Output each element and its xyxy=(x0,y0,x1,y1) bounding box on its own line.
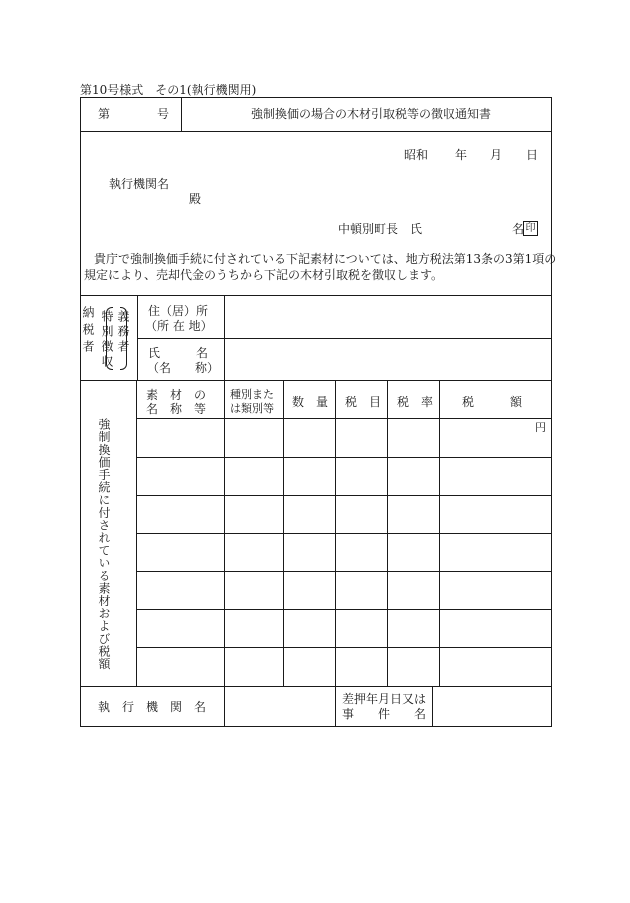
taxpayer-sub-label-col1: 特別徴収 xyxy=(100,310,114,370)
header-type-line2: は類別等 xyxy=(230,402,274,415)
date-month-label: 月 xyxy=(490,148,503,162)
footer-seizure-label-line2: 事 件 名 xyxy=(342,707,427,721)
table-cell-tax-rate[interactable] xyxy=(389,573,438,608)
table-cell-tax-item[interactable] xyxy=(337,649,386,685)
taxpayer-group-label: 納税者 xyxy=(81,306,95,357)
rule-row-3 xyxy=(136,533,552,534)
table-cell-material[interactable] xyxy=(138,420,222,456)
table-cell-material[interactable] xyxy=(138,573,222,608)
form-label: 第10号様式 その1(執行機関用) xyxy=(80,83,257,97)
table-cell-material[interactable] xyxy=(138,535,222,570)
header-material-line1: 素 材 の xyxy=(146,388,207,402)
table-cell-tax-item[interactable] xyxy=(337,459,386,494)
table-cell-tax-item[interactable] xyxy=(337,611,386,646)
table-cell-quantity[interactable] xyxy=(285,573,334,608)
bracket-right-icon xyxy=(120,307,127,370)
document-number-field[interactable] xyxy=(112,100,154,128)
date-year-label: 年 xyxy=(455,148,468,162)
rule-footer-seizure-left xyxy=(335,686,336,726)
table-cell-type[interactable] xyxy=(226,459,282,494)
notice-body-line1: 貴庁で強制換価手続に付されている下記素材については、地方税法第13条の3第1項の xyxy=(94,252,557,266)
rule-notice-bottom xyxy=(80,295,552,296)
seizure-date-field[interactable] xyxy=(435,689,549,724)
table-cell-tax-item[interactable] xyxy=(337,420,386,456)
table-cell-tax-rate[interactable] xyxy=(389,420,438,456)
table-cell-tax-amount[interactable] xyxy=(441,573,550,608)
table-cell-quantity[interactable] xyxy=(285,497,334,532)
header-tax-item: 税 目 xyxy=(345,395,382,409)
rule-table-header-bottom xyxy=(136,418,552,419)
document-number-label-left: 第 xyxy=(98,107,111,121)
table-cell-tax-rate[interactable] xyxy=(389,535,438,570)
sender-name-suffix: 名 xyxy=(512,222,525,236)
table-cell-type[interactable] xyxy=(226,573,282,608)
date-month-field[interactable] xyxy=(469,145,487,163)
taxpayer-sub-label-col2: 義務者 xyxy=(116,310,130,355)
bracket-left-icon xyxy=(106,307,113,370)
table-cell-tax-item[interactable] xyxy=(337,497,386,532)
address-label-line1: 住（居）所 xyxy=(148,304,209,318)
table-cell-tax-amount[interactable] xyxy=(441,535,550,570)
table-cell-tax-rate[interactable] xyxy=(389,459,438,494)
name-label-line1: 氏 名 xyxy=(148,346,209,360)
honorific: 殿 xyxy=(189,192,202,206)
notice-body-line2: 規定により、売却代金のうちから下記の木材引取税を徴収します。 xyxy=(84,268,444,282)
address-field[interactable] xyxy=(228,298,548,336)
table-cell-tax-amount[interactable] xyxy=(441,497,550,532)
document-title: 強制換価の場合の木材引取税等の徴収通知書 xyxy=(251,107,492,121)
table-cell-type[interactable] xyxy=(226,611,282,646)
table-cell-type[interactable] xyxy=(226,497,282,532)
table-cell-tax-rate[interactable] xyxy=(389,649,438,685)
table-cell-type[interactable] xyxy=(226,649,282,685)
table-cell-tax-amount[interactable] xyxy=(441,611,550,646)
header-type-line1: 種別また xyxy=(230,388,274,401)
table-cell-material[interactable] xyxy=(138,611,222,646)
rule-footer-agency xyxy=(224,686,225,726)
table-cell-quantity[interactable] xyxy=(285,649,334,685)
rule-row-2 xyxy=(136,495,552,496)
date-era: 昭和 xyxy=(404,148,429,162)
date-day-field[interactable] xyxy=(504,145,524,163)
table-cell-tax-amount[interactable] xyxy=(441,432,550,456)
sender-name-field[interactable] xyxy=(432,219,508,237)
materials-side-label: 強制換価手続に付されている素材および税額 xyxy=(97,418,111,670)
sender-title: 中頓別町長 氏 xyxy=(338,222,423,236)
table-cell-tax-amount[interactable] xyxy=(441,459,550,494)
table-cell-material[interactable] xyxy=(138,459,222,494)
date-day-label: 日 xyxy=(526,148,539,162)
table-cell-material[interactable] xyxy=(138,497,222,532)
document-number-label-right: 号 xyxy=(157,107,170,121)
address-label-line2: （所 在 地） xyxy=(145,319,213,333)
rule-row-5 xyxy=(136,609,552,610)
recipient-field[interactable] xyxy=(175,174,295,192)
header-tax-rate: 税 率 xyxy=(397,395,434,409)
table-cell-quantity[interactable] xyxy=(285,535,334,570)
name-field[interactable] xyxy=(228,341,548,378)
table-cell-quantity[interactable] xyxy=(285,459,334,494)
rule-header-divider xyxy=(181,97,182,132)
header-quantity: 数 量 xyxy=(292,395,329,409)
agency-name-field[interactable] xyxy=(227,689,333,724)
rule-row-1 xyxy=(136,457,552,458)
footer-agency-label: 執 行 機 関 名 xyxy=(98,700,207,714)
header-material-line2: 名 称 等 xyxy=(146,402,207,416)
table-cell-tax-item[interactable] xyxy=(337,573,386,608)
table-cell-tax-rate[interactable] xyxy=(389,497,438,532)
rule-taxpayer-bottom xyxy=(80,380,552,381)
rule-header-bottom xyxy=(80,131,552,132)
table-cell-type[interactable] xyxy=(226,420,282,456)
currency-unit: 円 xyxy=(535,421,546,434)
rule-footer-seizure-right xyxy=(432,686,433,726)
table-cell-tax-item[interactable] xyxy=(337,535,386,570)
recipient-label: 執行機関名 xyxy=(109,177,170,191)
header-tax-amount: 税 額 xyxy=(462,395,523,409)
table-cell-type[interactable] xyxy=(226,535,282,570)
date-year-field[interactable] xyxy=(432,145,452,163)
seal-mark-icon: 印 xyxy=(523,221,538,236)
name-label-line2: （名 称） xyxy=(147,361,220,375)
table-cell-material[interactable] xyxy=(138,649,222,685)
rule-row-6 xyxy=(136,647,552,648)
table-cell-tax-amount[interactable] xyxy=(441,649,550,685)
rule-materials-bottom xyxy=(80,686,552,687)
table-cell-tax-rate[interactable] xyxy=(389,611,438,646)
table-cell-quantity[interactable] xyxy=(285,611,334,646)
rule-row-4 xyxy=(136,571,552,572)
footer-seizure-label-line1: 差押年月日又は xyxy=(342,692,427,706)
rule-taxpayer-mid xyxy=(137,338,552,339)
table-cell-quantity[interactable] xyxy=(285,420,334,456)
